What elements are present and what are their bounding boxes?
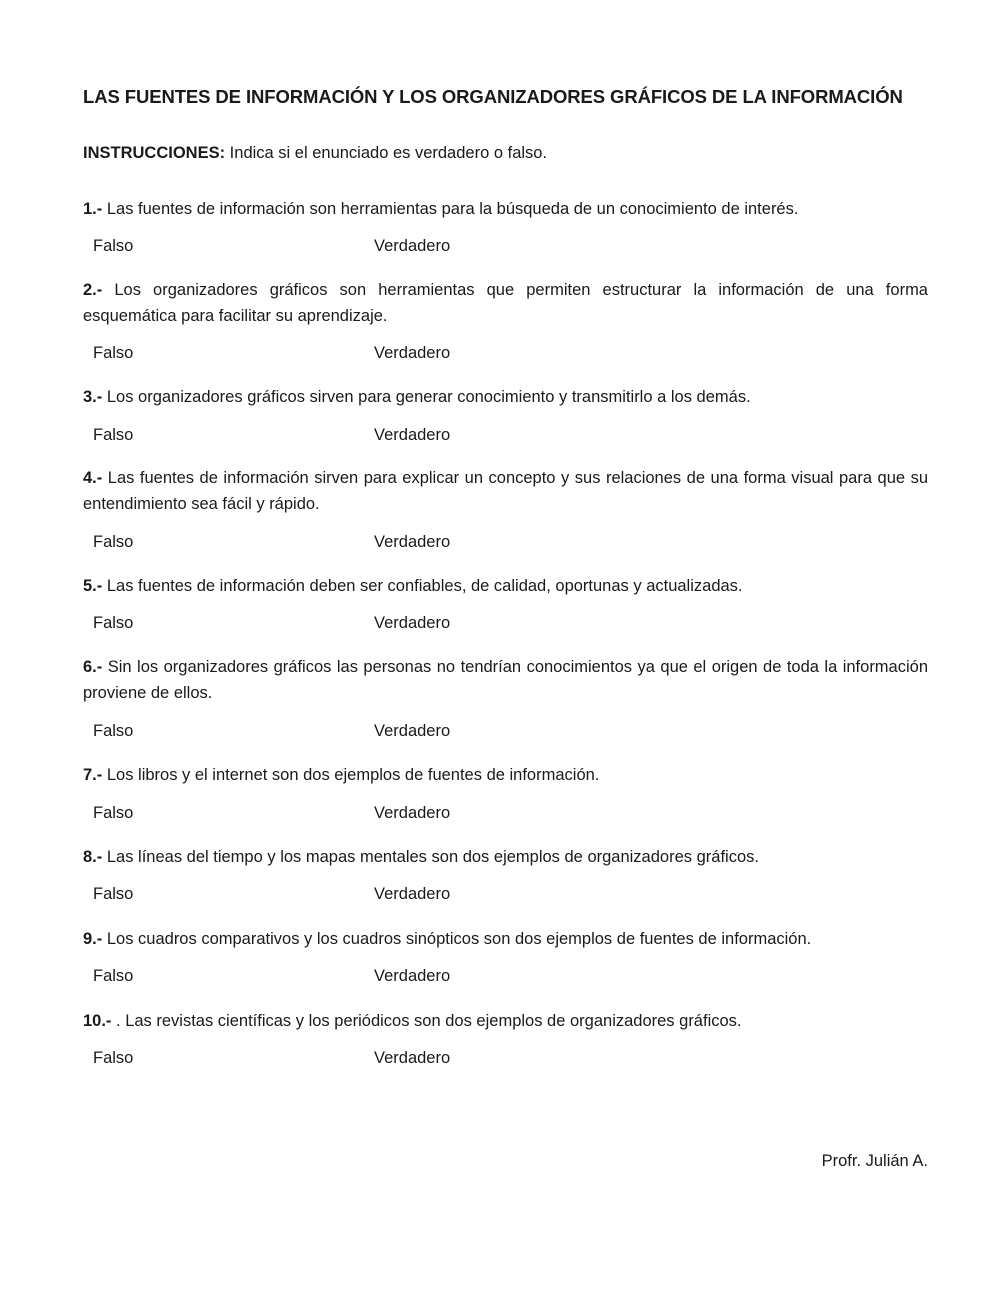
question-number: 5.-	[83, 577, 103, 595]
option-falso[interactable]: Falso	[93, 1049, 134, 1067]
option-falso[interactable]: Falso	[93, 804, 134, 822]
option-verdadero[interactable]: Verdadero	[374, 1049, 451, 1067]
question-number: 3.-	[83, 388, 103, 406]
question-10	[83, 1008, 928, 1034]
option-falso[interactable]: Falso	[93, 722, 134, 740]
option-verdadero[interactable]: Verdadero	[374, 885, 451, 903]
instructions-label: INSTRUCCIONES:	[83, 144, 226, 162]
option-verdadero[interactable]: Verdadero	[374, 533, 451, 551]
question-6	[83, 654, 928, 706]
question-number: 7.-	[83, 766, 103, 784]
question-text: Las fuentes de información deben ser confiables, de calidad, oportunas y actualizadas.	[102, 577, 743, 595]
question-number: 10.-	[83, 1012, 112, 1030]
question-7	[83, 762, 928, 788]
option-falso[interactable]: Falso	[93, 237, 134, 255]
question-number: 6.-	[83, 658, 103, 676]
question-text: Sin los organizadores gráficos las personas no tendrían conocimientos ya que el origen de toda la información proviene de ellos.	[83, 658, 928, 702]
option-falso[interactable]: Falso	[93, 426, 134, 444]
question-5	[83, 573, 928, 599]
question-number: 4.-	[83, 469, 103, 487]
option-verdadero[interactable]: Verdadero	[374, 722, 451, 740]
question-1	[83, 196, 928, 222]
question-text: Los libros y el internet son dos ejemplos de fuentes de información.	[102, 766, 600, 784]
question-text: Los organizadores gráficos sirven para generar conocimiento y transmitirlo a los demás.	[102, 388, 751, 406]
question-8	[83, 844, 928, 870]
option-verdadero[interactable]: Verdadero	[374, 804, 451, 822]
question-text: Los cuadros comparativos y los cuadros sinópticos son dos ejemplos de fuentes de información.	[102, 930, 812, 948]
question-number: 1.-	[83, 200, 103, 218]
teacher-signature: Profr. Julián A.	[821, 1152, 928, 1170]
option-verdadero[interactable]: Verdadero	[374, 614, 451, 632]
question-3	[83, 384, 928, 410]
question-9	[83, 926, 928, 952]
option-falso[interactable]: Falso	[93, 533, 134, 551]
question-text: Las fuentes de información sirven para explicar un concepto y sus relaciones de una forma visual para que su entendimiento sea fácil y rápido.	[83, 469, 928, 513]
option-falso[interactable]: Falso	[93, 967, 134, 985]
instructions-text: Indica si el enunciado es verdadero o falso.	[225, 144, 548, 162]
option-verdadero[interactable]: Verdadero	[374, 344, 451, 362]
option-verdadero[interactable]: Verdadero	[374, 426, 451, 444]
page-title: LAS FUENTES DE INFORMACIÓN Y LOS ORGANIZADORES GRÁFICOS DE LA INFORMACIÓN	[83, 86, 903, 107]
question-text: . Las revistas científicas y los periódicos son dos ejemplos de organizadores gráficos.	[111, 1012, 742, 1030]
question-number: 8.-	[83, 848, 103, 866]
question-text: Las fuentes de información son herramientas para la búsqueda de un conocimiento de interés.	[102, 200, 799, 218]
option-falso[interactable]: Falso	[93, 614, 134, 632]
option-verdadero[interactable]: Verdadero	[374, 967, 451, 985]
option-falso[interactable]: Falso	[93, 885, 134, 903]
question-text: Las líneas del tiempo y los mapas mentales son dos ejemplos de organizadores gráficos.	[102, 848, 759, 866]
instructions	[83, 144, 547, 163]
option-falso[interactable]: Falso	[93, 344, 134, 362]
option-verdadero[interactable]: Verdadero	[374, 237, 451, 255]
question-2	[83, 277, 928, 329]
question-4	[83, 465, 928, 517]
question-text: Los organizadores gráficos son herramientas que permiten estructurar la información de una forma esquemática para facilitar su aprendizaje.	[83, 281, 928, 325]
question-number: 9.-	[83, 930, 103, 948]
question-number: 2.-	[83, 281, 103, 299]
